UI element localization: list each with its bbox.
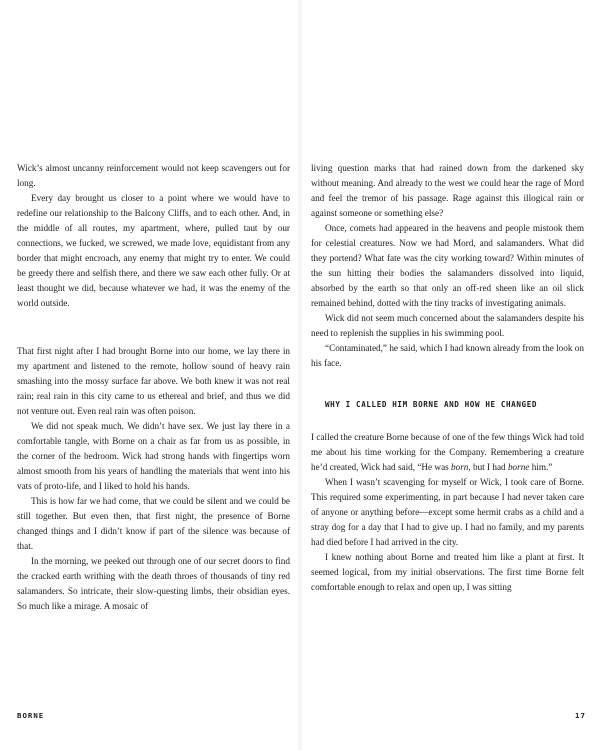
paragraph-text: , but I had bbox=[468, 462, 508, 472]
right-page-text bbox=[311, 161, 584, 595]
paragraph: Wick’s almost uncanny reinforcement would not keep scavengers out for long. bbox=[17, 163, 290, 188]
page-number: 17 bbox=[575, 711, 586, 720]
paragraph-text: I called the creature Borne because of one of the few things Wick had told me about his time working for the Company. Remembering a creature he’d created, Wick had said, “He was bbox=[311, 432, 584, 472]
section-break bbox=[17, 311, 290, 344]
paragraph: Once, comets had appeared in the heavens and people mistook them for celestial creatures. Now we had Mord, and salamanders. What did they portend? What fate was the city working toward? Within minutes of the sun hitting their bodies the salamanders dissolved into liquid, absorbed by the earth so that only an off-red sheen like an oil slick remained behind, dotted with the tiny tracks of investigating animals. bbox=[311, 223, 584, 308]
book-gutter bbox=[297, 0, 303, 750]
italic-word: borne bbox=[507, 462, 530, 472]
paragraph: In the morning, we peeked out through one of our secret doors to find the cracked earth writhing with the death throes of thousands of tiny red salamanders. So intricate, their slow-questing limbs, their obsidian eyes. So much like a mirage. A mosaic of bbox=[17, 556, 290, 611]
paragraph bbox=[311, 430, 584, 475]
section-break bbox=[311, 371, 584, 397]
paragraph: I knew nothing about Borne and treated him like a plant at first. It seemed logical, from my initial observations. The first time Borne felt comfortable enough to relax and open up, I was sitting bbox=[311, 552, 584, 592]
left-page-text bbox=[17, 161, 290, 614]
paragraph: living question marks that had rained down from the darkened sky without meaning. And already to the west we could hear the rage of Mord and feel the tremor of his passage. Rage against this illogical rain or against someone or something else? bbox=[311, 163, 584, 218]
paragraph: We did not speak much. We didn’t have sex. We just lay there in a comfortable tangle, with Borne on a chair as far from us as possible, in the corner of the bedroom. Wick had strong hands with fingertips worn almost smooth from his years of handling the materials that went into his vats of proto-life, and I liked to hold his hands. bbox=[17, 421, 290, 491]
paragraph: “Contaminated,” he said, which I had known already from the look on his face. bbox=[311, 343, 584, 368]
heading-spacer bbox=[311, 412, 584, 430]
paragraph: Every day brought us closer to a point where we would have to redefine our relationship to the Balcony Cliffs, and to each other. And, in the middle of all routes, my apartment, where, pulled taut by our connections, we fucked, we screwed, we made love, equidistant from any border that might encroach, any enemy that might try to enter. We could be greedy there and selfish there, and there we saw each other fully. Or at least thought we did, because whatever we had, it was the enemy of the world outside. bbox=[17, 193, 290, 308]
paragraph: Wick did not seem much concerned about the salamanders despite his need to replenish the supplies in his swimming pool. bbox=[311, 313, 584, 338]
running-head: BORNE bbox=[17, 711, 45, 720]
section-heading: WHY I CALLED HIM BORNE AND HOW HE CHANGED bbox=[325, 400, 538, 409]
paragraph: When I wasn’t scavenging for myself or Wick, I took care of Borne. This required some experimenting, in part because I had never taken care of anyone or anything before—except some hermit crabs as a child and a stray dog for a day that I had to give up. I had no family, and my parents had died before I had arrived in the city. bbox=[311, 477, 584, 547]
paragraph-text: him.” bbox=[529, 462, 553, 472]
paragraph: This is how far we had come, that we could be silent and we could be still together. But even then, that first night, the presence of Borne changed things and I didn’t know if part of the silence was because of that. bbox=[17, 496, 290, 551]
paragraph: That first night after I had brought Borne into our home, we lay there in my apartment and listened to the remote, hollow sound of heavy rain smashing into the mossy surface far above. We both knew it was not real rain; real rain in this city came to us ethereal and brief, and thus we did not venture out. Even real rain was often poison. bbox=[17, 346, 290, 416]
italic-word: born bbox=[451, 462, 469, 472]
